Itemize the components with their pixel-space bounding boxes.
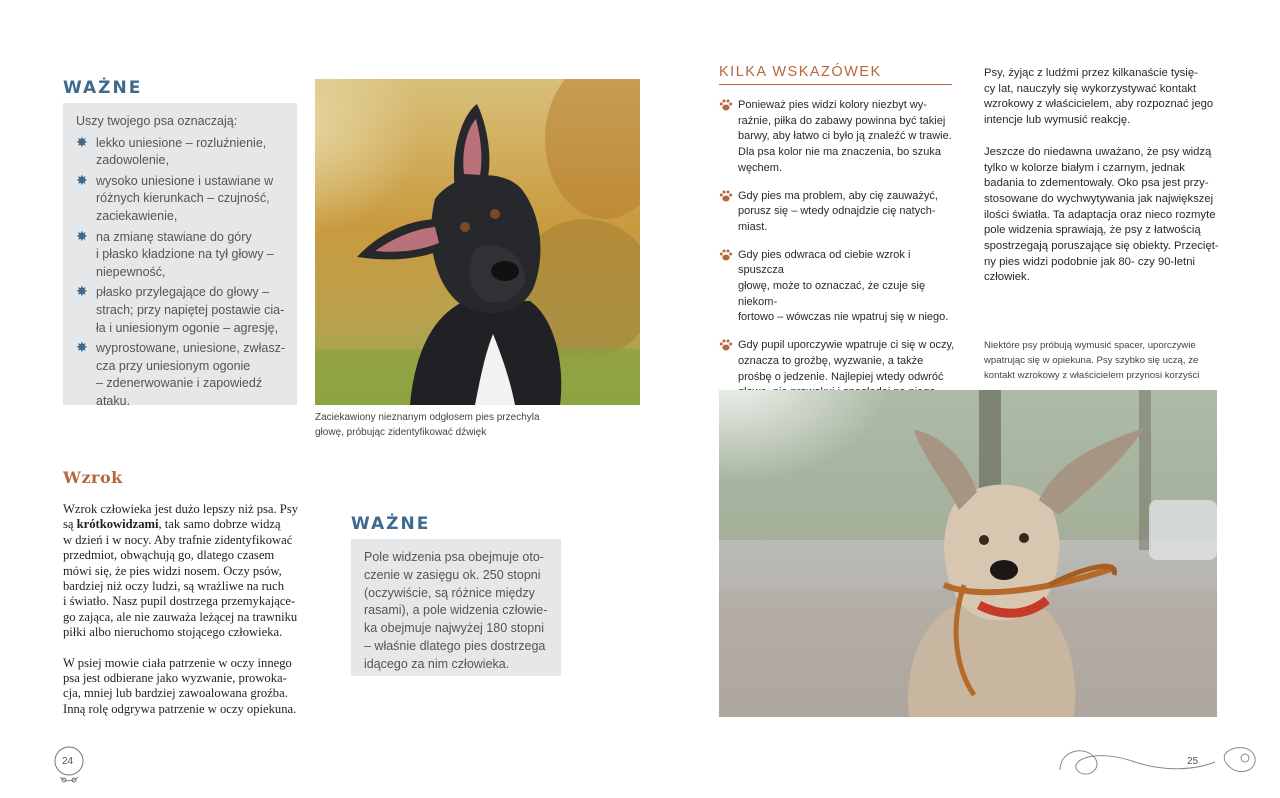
- paw-icon: [719, 98, 733, 112]
- photo1-caption: Zaciekawiony nieznanym odgłosem pies przechyla głowę, próbując zidentyfikować dźwięk: [315, 412, 540, 438]
- page-number-left: 24: [62, 756, 74, 767]
- eye-contact-text: [984, 66, 1220, 302]
- photo-dog-with-leash: [719, 390, 1217, 717]
- flower-star-icon: ✸: [76, 171, 88, 188]
- term-nearsighted: krótkowidzami: [76, 517, 159, 532]
- leash-doodle-icon: [1055, 740, 1260, 785]
- important-heading-2: WAŻNE: [351, 514, 431, 534]
- important-box-field-of-view: Pole widzenia psa obejmuje oto- czenie w zasięgu ok. 250 stopni (oczywiście, są różnice między rasami), a pole widzenia człowie- ka obejmuje najwyżej 180 stopni – właśnie dlatego pies dostrzega idącego za nim człowieka.: [351, 539, 561, 676]
- paw-icon: [719, 248, 733, 262]
- ears-item: ✸ płasko przylegające do głowy – strach; przy napiętej postawie cia- ła i uniesionym ogonie – agresję,: [76, 283, 285, 335]
- tip-item: Gdy pies odwraca od ciebie wzrok i spuszcza głowę, może to oznaczać, że czuje się niekom- fortowo – wówczas nie wpatruj się w niego.: [719, 248, 955, 327]
- ears-intro: Uszy twojego psa oznaczają:: [76, 114, 238, 128]
- page-number-right: 25: [1187, 756, 1199, 767]
- tips-list: [719, 98, 955, 429]
- ears-item: ✸ wysoko uniesione i ustawiane w różnych kierunkach – czujność, zaciekawienie,: [76, 171, 274, 223]
- flower-star-icon: ✸: [76, 339, 88, 356]
- paw-icon: [719, 338, 733, 352]
- photo-curious-black-dog: [315, 79, 640, 405]
- ears-item: ✸ lekko uniesione – rozluźnienie, zadowolenie,: [76, 133, 267, 168]
- right-paragraph-1: Psy, żyjąc z ludźmi przez kilkanaście tysię- cy lat, nauczyły się wykorzystywać kontakt wzrokowy z właścicielem, aby rozpoznać jego intencje lub wymusić reakcję.: [984, 67, 1214, 127]
- flower-star-icon: ✸: [76, 133, 88, 150]
- photo2-caption: Niektóre psy próbują wymusić spacer, uporczywie wpatrując się w opiekuna. Psy szybko się uczą, że kontakt wzrokowy z właścicielem przynosi korzyści: [984, 340, 1200, 381]
- vision-paragraph-1: Wzrok człowieka jest dużo lepszy niż psa. Psy są krótkowidzami, tak samo dobrze widzą w dzień i w nocy. Aby trafnie zidentyfikować przedmiot, obwąchują go, dlatego czasem mówi się, że pies widzi nosem. Oczy psów, bardziej niż oczy ludzi, są wrażliwe na ruch i światło. Nasz pupil dostrzega przemykające- go zająca, ale nie zauważa leżącej na trawniku piłki albo nieruchomo stojącego człowieka.: [63, 502, 299, 640]
- tip-item: Gdy pupil uporczywie wpatruje ci się w oczy, oznacza to groźbę, wyzwanie, a także prośbę o jedzenie. Najlepiej wtedy odwróć: [719, 338, 955, 417]
- ears-item: ✸ na zmianę stawiane do góry i płasko kładzione na tył głowy – niepewność,: [76, 227, 274, 279]
- paw-icon: [719, 189, 733, 203]
- flower-star-icon: ✸: [76, 227, 88, 244]
- tip-item: Gdy pies ma problem, aby cię zauważyć, porusz się – wtedy odnajdzie cię natych- miast.: [719, 189, 955, 236]
- tips-title: KILKA WSKAZÓWEK: [719, 64, 952, 85]
- important-box-ears: [63, 103, 297, 408]
- section-title-vision: Wzrok: [63, 468, 123, 487]
- flower-star-icon: ✸: [76, 283, 88, 300]
- important-heading-1: WAŻNE: [63, 78, 143, 98]
- vision-text: [63, 502, 313, 732]
- ears-item: ✸ wyprostowane, uniesione, zwłasz- cza przy uniesionym ogonie – zdenerwowanie i zapowiedź ataku.: [76, 339, 285, 408]
- right-paragraph-2: Jeszcze do niedawna uważano, że psy widzą tylko w kolorze białym i czarnym, jednak badania to zdementowały. Oko psa jest przy- stosowane do wychwytywania jak największej ilości światła. Ta adaptacja oraz nieco rozmyte pole widzenia sprawiają, że psy z łatwością spostrzegają poruszające się obiekty. Przecięt- ny pies widzi podobnie jak 80- czy 90-letni człowiek.: [984, 145, 1219, 284]
- vision-paragraph-2: W psiej mowie ciała patrzenie w oczy innego psa jest odbierane jako wyzwanie, prowoka- cja, mniej lub bardziej zawoalowana groźba. Inną rolę odgrywa patrzenie w oczy opiekuna.: [63, 655, 297, 716]
- ears-list: [76, 135, 287, 411]
- tip-item: Ponieważ pies widzi kolory niezbyt wy- raźnie, piłka do zabawy powinna być takiej barwy, aby łatwo ci było ją znaleźć w trawie. Dla psa kolor nie ma znaczenia, bo szuka węchem.: [719, 98, 955, 177]
